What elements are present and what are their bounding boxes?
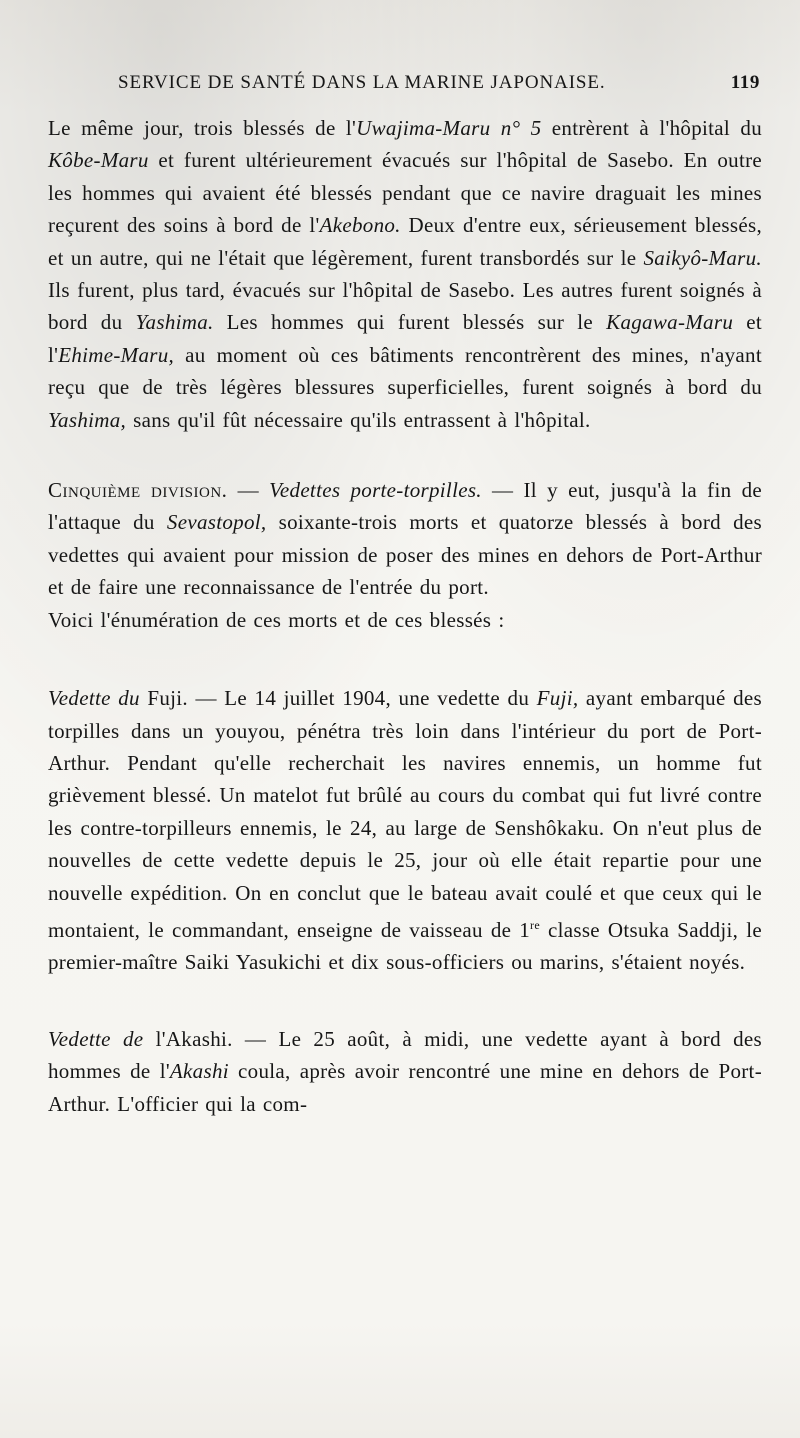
text-run: Uwajima-Maru n° 5 (356, 116, 542, 140)
text-run: classe Otsuka Saddji, le premier-maître Saiki Yasukichi et dix sous-officiers ou marins, s'étaient noyés. (48, 917, 762, 975)
text-run: Kagawa-Maru (606, 310, 734, 335)
page-number: 119 (730, 72, 760, 93)
text-run: Fuji. — Le 14 juillet 1904, une vedette du (139, 686, 537, 711)
paragraph-enumeration (48, 604, 762, 636)
text-run: et l' (48, 310, 762, 367)
text-run: Vedette du (48, 686, 140, 711)
text-run: — (227, 478, 270, 503)
running-title: SERVICE DE SANTÉ DANS LA MARINE JAPONAISE. (118, 72, 606, 93)
text-run: — Il y eut, jusqu'à la fin de l'attaque du (48, 478, 762, 535)
text-run: re (530, 917, 540, 932)
page-body (48, 112, 762, 1120)
text-run: coula, après avoir rencontré une mine en dehors de Port-Arthur. L'officier qui la com- (48, 1059, 762, 1116)
text-run: Vedettes porte-torpilles. (269, 478, 482, 503)
text-run: Fuji, (536, 686, 579, 711)
text-run: Les hommes qui furent blessés sur le (213, 310, 607, 335)
text-run: au moment où ces bâtiments rencontrèrent des mines, n'ayant reçu que de très légères blessures superficielles, furent soignés à bord du (48, 342, 762, 400)
text-run: Ehime-Maru, (58, 342, 175, 367)
text-run: Le même jour, trois blessés de l' (48, 116, 357, 140)
text-run: Voici l'énumération de ces morts et de ces blessés : (48, 607, 505, 632)
text-run: Vedette de (48, 1026, 144, 1051)
paragraph-vedette-fuji (48, 682, 762, 979)
text-run: Yashima. (135, 310, 214, 335)
text-run: Akashi (169, 1059, 229, 1084)
running-head (118, 72, 760, 102)
text-run: et furent ultérieurement évacués sur l'hôpital de Sasebo. En outre les hommes qui avaient été blessés pendant que ce navire draguait les mines reçurent des soins à bord de l' (48, 148, 762, 238)
text-run: soixante-trois morts et quatorze blessés à bord des vedettes qui avaient pour mission de poser des mines en dehors de Port-Arthur et de faire une reconnaissance de l'entrée du port. (48, 510, 762, 600)
text-run: ayant embarqué des torpilles dans un youyou, pénétra très loin dans l'intérieur du port de Port-Arthur. Pendant qu'elle recherchait les navires ennemis, un homme fut grièvement blessé. Un matelot fut brûlé au cours du combat qui fut livré contre les contre-torpilleurs ennemis, le 24, au large de Senshôkaku. On n'eut plus de nouvelles de cette vedette depuis le 25, jour où elle était repartie pour une nouvelle expédition. On en conclut que le bateau avait coulé et que ceux qui le montaient, le commandant, enseigne de vaisseau de 1 (48, 686, 762, 942)
text-run: entrèrent à l'hôpital du (541, 116, 762, 140)
text-run: Akebono. (319, 213, 401, 238)
text-run: Deux d'entre eux, sérieusement blessés, et un autre, qui ne l'était que légèrement, furent transbordés sur le (48, 213, 762, 270)
paragraph-vedette-akashi (48, 1023, 762, 1120)
text-run: Saikyô-Maru. (643, 245, 762, 270)
text-run: Kôbe-Maru (48, 148, 149, 173)
text-run: Sevastopol, (166, 510, 267, 535)
text-run: l'Akashi. — Le 25 août, à midi, une vedette ayant à bord des hommes de l' (48, 1026, 763, 1084)
paragraph-uwajima (48, 112, 762, 436)
text-run: sans qu'il fût nécessaire qu'ils entrassent à l'hôpital. (126, 407, 591, 432)
paragraph-cinquieme-division (48, 474, 762, 604)
text-run: Yashima, (48, 407, 127, 432)
text-run: Ils furent, plus tard, évacués sur l'hôpital de Sasebo. Les autres furent soignés à bord du (48, 278, 762, 335)
text-run: Cinquième division. (48, 478, 228, 503)
